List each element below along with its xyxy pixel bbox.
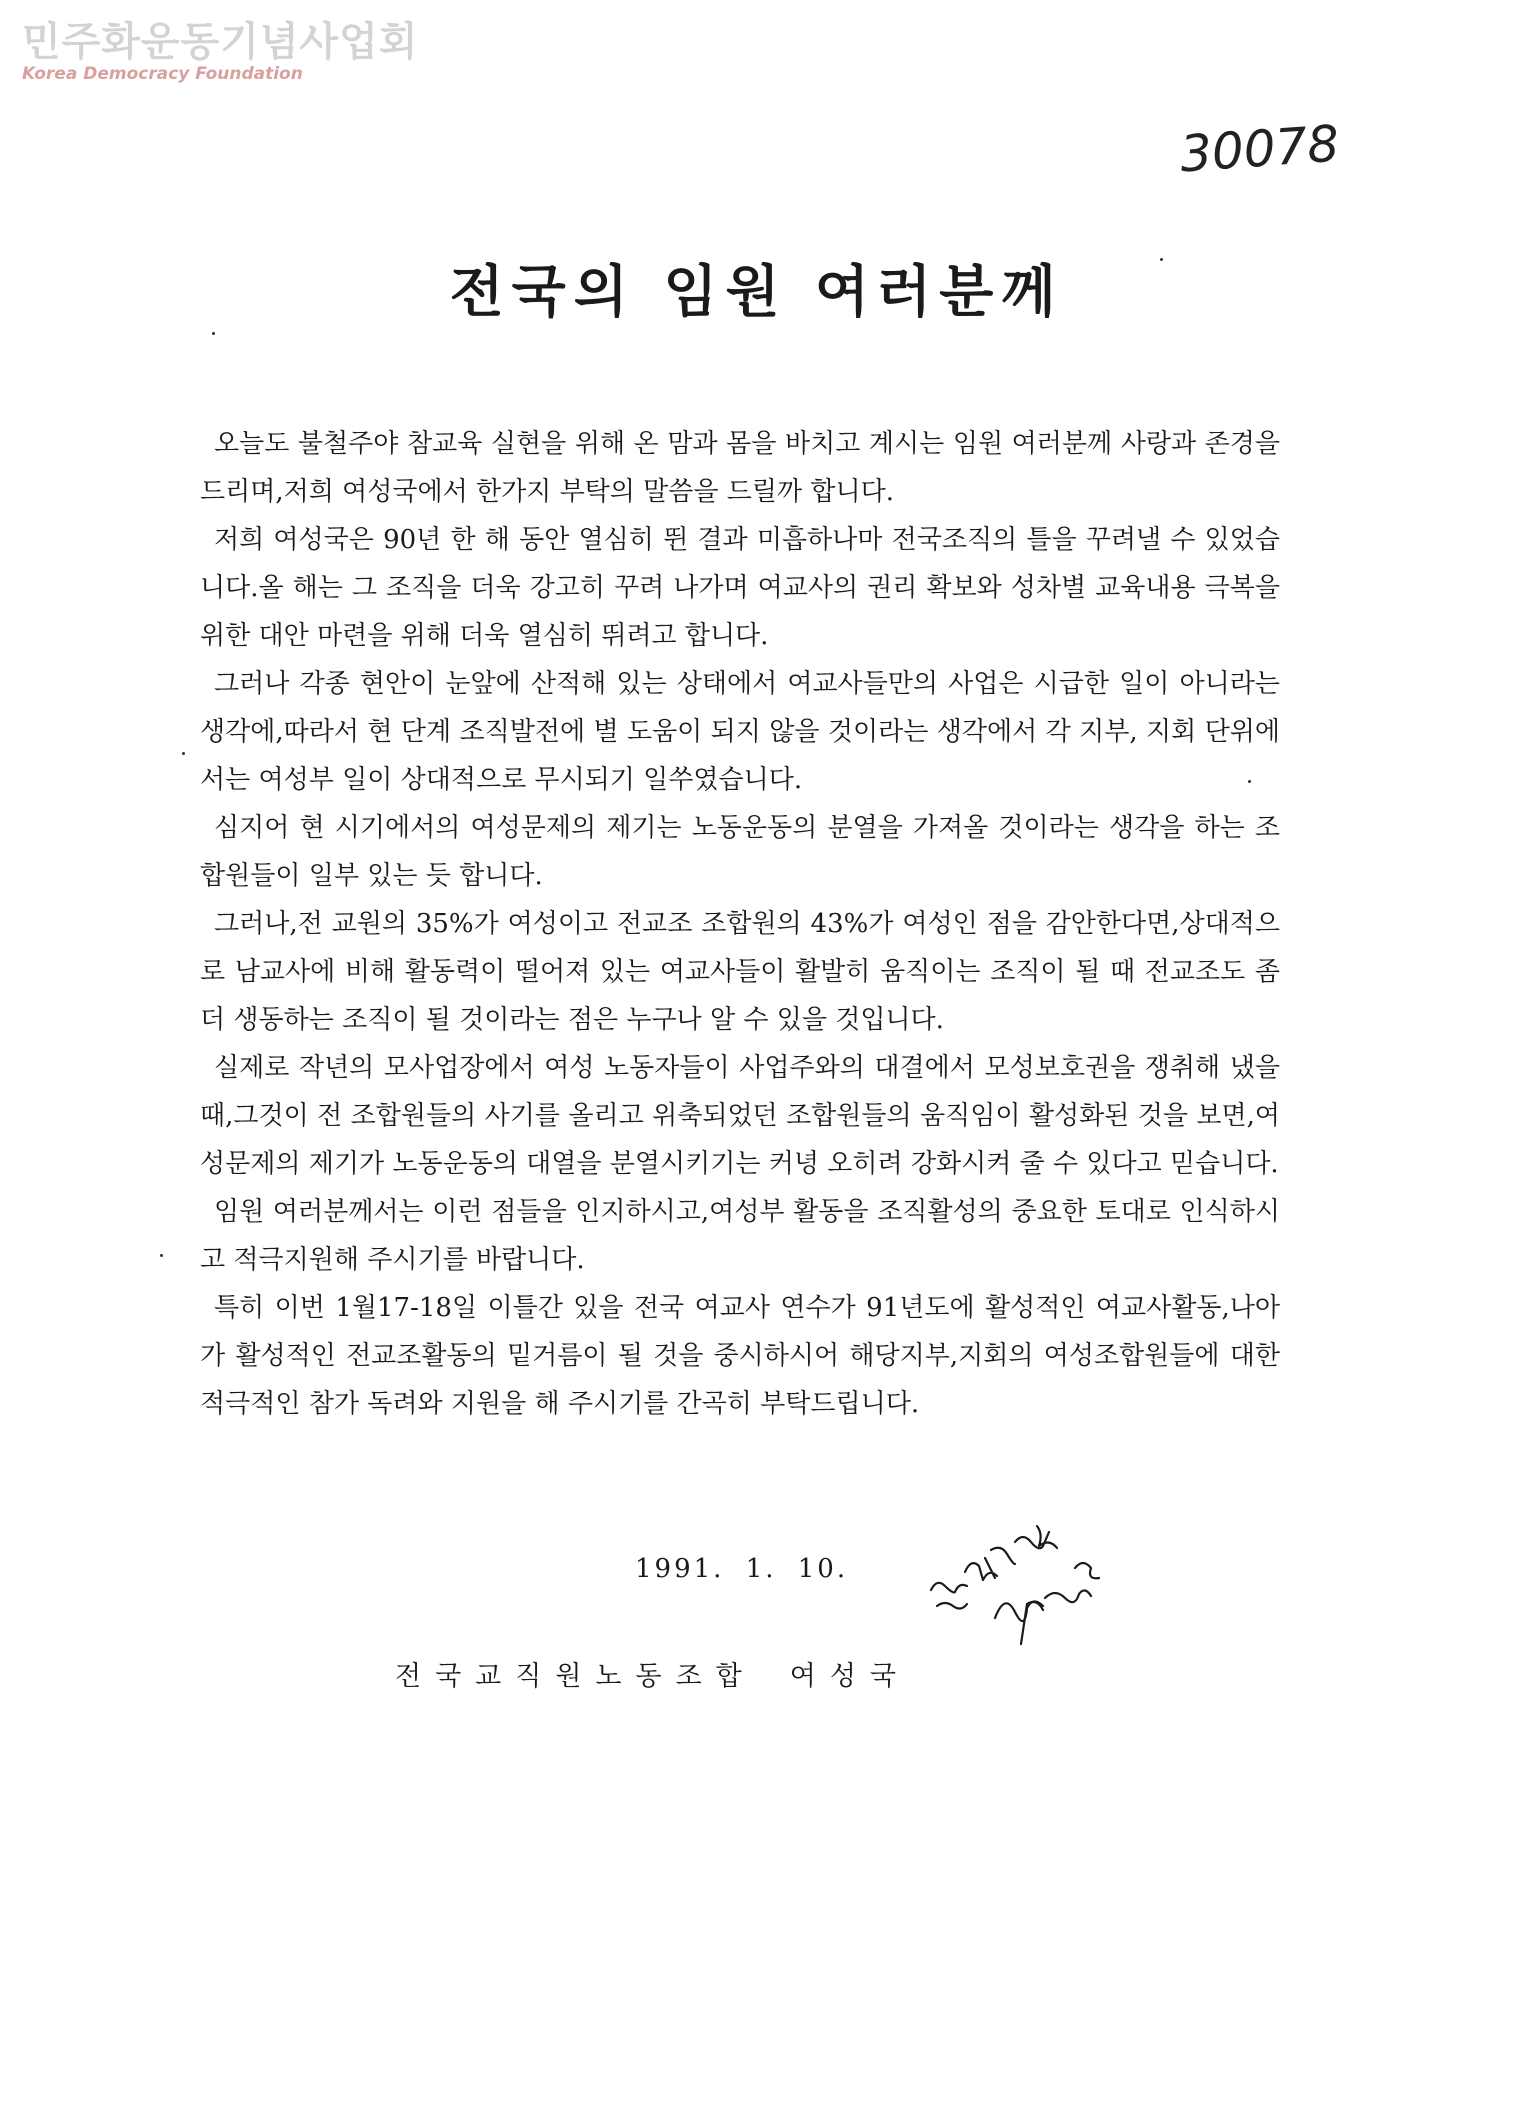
paragraph-4: 심지어 현 시기에서의 여성문제의 제기는 노동운동의 분열을 가져올 것이라는 생각을 하는 조합원들이 일부 있는 듯 합니다. bbox=[200, 813, 1280, 891]
document-title: 전국의 임원 여러분께 bbox=[449, 259, 1064, 325]
scan-speck bbox=[1160, 258, 1163, 261]
paragraph-1: 오늘도 불철주야 참교육 실현을 위해 온 맘과 몸을 바치고 계시는 임원 여러분께 사랑과 존경을 드리며,저희 여성국에서 한가지 부탁의 말씀을 드릴까 합니다. bbox=[200, 429, 1280, 507]
watermark-english: Korea Democracy Foundation bbox=[22, 64, 303, 84]
paragraph-3: 그러나 각종 현안이 눈앞에 산적해 있는 상태에서 여교사들만의 사업은 시급한 일이 아니라는 생각에,따라서 현 단계 조직발전에 별 도움이 되지 않을 것이라는 생각에서 각 지부, 지회 단위에서는 여성부 일이 상대적으로 무시되기 일쑤였습니다. bbox=[200, 669, 1280, 795]
scan-speck bbox=[212, 332, 215, 335]
scan-speck bbox=[160, 1254, 163, 1257]
paragraph-6: 실제로 작년의 모사업장에서 여성 노동자들이 사업주와의 대결에서 모성보호권을 쟁취해 냈을때,그것이 전 조합원들의 사기를 올리고 위축되었던 조합원들의 움직임이 활성화된 것을 보면,여성문제의 제기가 노동운동의 대열을 분열시키기는 커녕 오히려 강화시켜 줄 수 있다고 믿습니다. bbox=[200, 1053, 1280, 1179]
letter-body bbox=[200, 420, 1280, 1428]
foundation-watermark bbox=[22, 18, 418, 84]
paragraph-5: 그러나,전 교원의 35%가 여성이고 전교조 조합원의 43%가 여성인 점을 감안한다면,상대적으로 남교사에 비해 활동력이 떨어져 있는 여교사들이 활발히 움직이는 조직이 될 때 전교조도 좀더 생동하는 조직이 될 것이라는 점은 누구나 알 수 있을 것입니다. bbox=[200, 909, 1280, 1035]
organization-signoff bbox=[395, 1654, 910, 1693]
organization-name: 전국교직원노동조합 bbox=[395, 1661, 756, 1692]
handwritten-signature bbox=[925, 1520, 1125, 1650]
watermark-korean: 민주화운동기념사업회 bbox=[22, 19, 419, 65]
scan-speck bbox=[1248, 780, 1251, 783]
paragraph-2: 저희 여성국은 90년 한 해 동안 열심히 뛴 결과 미흡하나마 전국조직의 틀을 꾸려낼 수 있었습니다.올 해는 그 조직을 더욱 강고히 꾸려 나가며 여교사의 권리 확보와 성차별 교육내용 극복을 위한 대안 마련을 위해 더욱 열심히 뛰려고 합니다. bbox=[200, 525, 1280, 651]
handwritten-document-number: 30078 bbox=[1178, 114, 1341, 184]
scan-speck bbox=[182, 752, 185, 755]
paragraph-8: 특히 이번 1월17-18일 이틀간 있을 전국 여교사 연수가 91년도에 활성적인 여교사활동,나아가 활성적인 전교조활동의 밑거름이 될 것을 중시하시어 해당지부,지회의 여성조합원들에 대한 적극적인 참가 독려와 지원을 해 주시기를 간곡히 부탁드립니다. bbox=[200, 1293, 1280, 1419]
department-name: 여성국 bbox=[789, 1661, 910, 1692]
paragraph-7: 임원 여러분께서는 이런 점들을 인지하시고,여성부 활동을 조직활성의 중요한 토대로 인식하시고 적극지원해 주시기를 바랍니다. bbox=[200, 1197, 1280, 1275]
letter-date: 1991. 1. 10. bbox=[635, 1554, 849, 1584]
